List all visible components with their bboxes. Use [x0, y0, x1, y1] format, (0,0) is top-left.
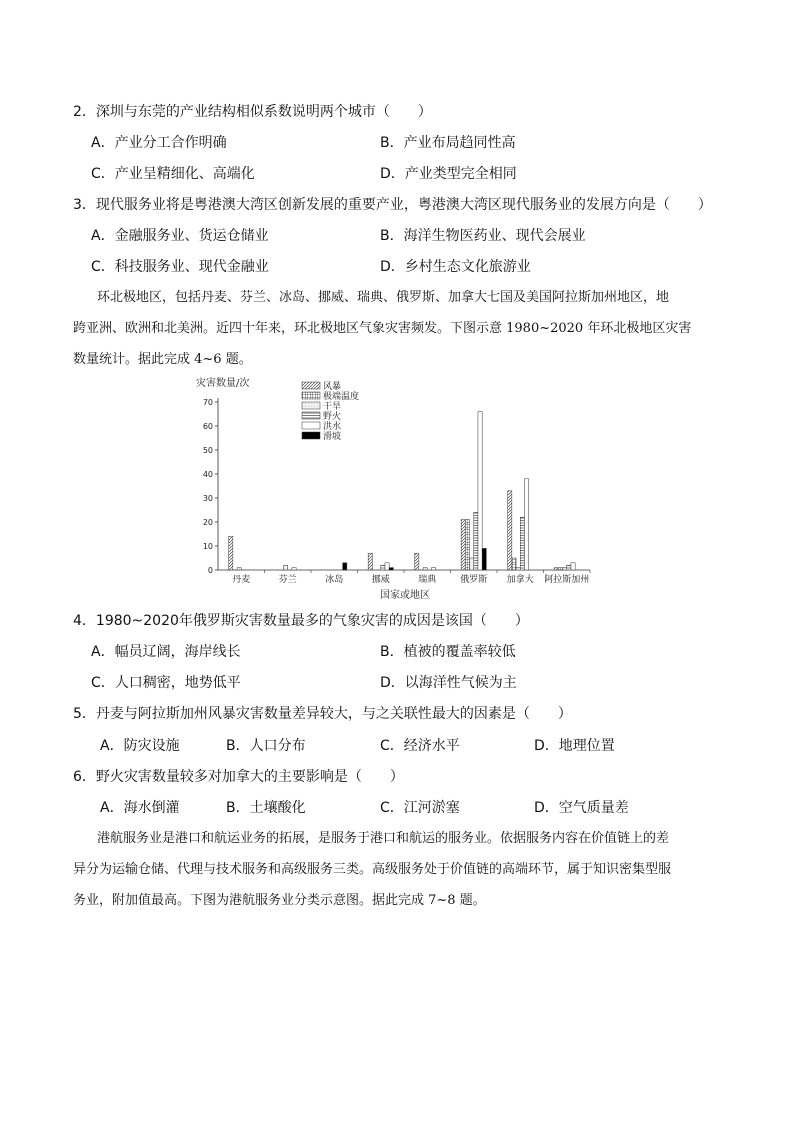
passage-line: 异分为运输仓储、代理与技术服务和高级服务三类。高级服务处于价值链的高端环节，属于知识密集型服 [73, 862, 672, 877]
chart-x-axis-label: 国家或地区 [380, 590, 430, 601]
x-tick-label: 阿拉斯加州 [544, 575, 590, 585]
bar-洪水-阿拉斯加州 [571, 563, 575, 570]
q6-option-a[interactable]: A．海水倒灌 [100, 800, 180, 816]
bar-干旱-芬兰 [284, 565, 288, 570]
bar-风暴-挪威 [368, 553, 372, 570]
legend-label: 风暴 [323, 382, 342, 392]
q5-option-b[interactable]: B．人口分布 [226, 738, 306, 754]
bar-极端温度-加拿大 [512, 558, 516, 570]
q5-option-a[interactable]: A．防灾设施 [100, 738, 180, 754]
bar-风暴-加拿大 [508, 491, 512, 570]
q3-option-c[interactable]: C．科技服务业、现代金融业 [91, 259, 269, 275]
q5-option-c[interactable]: C．经济水平 [380, 738, 460, 754]
disaster-count-bar-chart [190, 372, 610, 604]
q6-option-c[interactable]: C．江河淤塞 [380, 800, 460, 816]
question-4-stem: 4．1980~2020年俄罗斯灾害数量最多的气象灾害的成因是该国（ ） [73, 613, 529, 629]
legend-label: 干旱 [323, 402, 342, 412]
legend-label: 洪水 [323, 422, 342, 432]
bar-洪水-挪威 [385, 563, 389, 570]
passage-line: 环北极地区，包括丹麦、芬兰、冰岛、挪威、瑞典、俄罗斯、加拿大七国及美国阿拉斯加州地区，地 [97, 290, 670, 305]
legend-label: 滑坡 [323, 432, 342, 442]
question-2-stem: 2．深圳与东莞的产业结构相似系数说明两个城市（ ） [73, 104, 432, 120]
x-tick-label: 瑞典 [418, 575, 437, 585]
passage-arctic-disasters [73, 282, 723, 375]
bar-干旱-阿拉斯加州 [563, 568, 567, 570]
q3-option-a[interactable]: A．金融服务业、货运仓储业 [91, 228, 269, 244]
legend-swatch [302, 382, 320, 389]
y-tick-label: 50 [202, 446, 213, 455]
x-tick-label: 丹麦 [232, 575, 251, 585]
y-tick-label: 70 [202, 398, 213, 407]
legend-label: 野火 [323, 412, 342, 422]
bar-洪水-芬兰 [292, 568, 296, 570]
bar-野火-加拿大 [520, 517, 524, 570]
legend-swatch [302, 402, 320, 409]
q4-option-c[interactable]: C．人口稠密，地势低平 [91, 675, 241, 691]
q4-option-d[interactable]: D．以海洋性气候为主 [380, 675, 517, 691]
chart-y-axis-label: 灾害数量/次 [196, 378, 250, 389]
x-tick-label: 芬兰 [278, 575, 297, 585]
legend-swatch [302, 412, 320, 419]
bar-野火-挪威 [381, 565, 385, 570]
question-3-stem: 3．现代服务业将是粤港澳大湾区创新发展的重要产业，粤港澳大湾区现代服务业的发展方向是（ ） [73, 197, 712, 213]
bar-极端温度-阿拉斯加州 [558, 568, 562, 570]
legend-swatch [302, 422, 320, 429]
q3-option-b[interactable]: B．海洋生物医药业、现代会展业 [380, 228, 586, 244]
q5-option-d[interactable]: D．地理位置 [534, 738, 615, 754]
passage-line: 跨亚洲、欧洲和北美洲。近四十年来，环北极地区气象灾害频发。下图示意 1980~2020 年环北极地区灾害 [73, 321, 692, 336]
bar-洪水-加拿大 [524, 479, 528, 570]
legend-label: 极端温度 [323, 392, 360, 402]
q6-option-b[interactable]: B．土壤酸化 [226, 800, 306, 816]
q4-option-a[interactable]: A．幅员辽阔，海岸线长 [91, 644, 241, 660]
x-tick-label: 挪威 [371, 575, 390, 585]
bar-风暴-俄罗斯 [461, 520, 465, 570]
passage-line: 务业，附加值最高。下图为港航服务业分类示意图。据此完成 7~8 题。 [73, 893, 486, 908]
bar-干旱-加拿大 [516, 568, 520, 570]
bar-野火-阿拉斯加州 [567, 565, 571, 570]
bar-洪水-俄罗斯 [478, 412, 482, 570]
x-tick-label: 加拿大 [506, 575, 534, 585]
y-tick-label: 10 [202, 542, 213, 551]
chart-bars [229, 412, 576, 570]
y-tick-label: 30 [202, 494, 213, 503]
y-tick-label: 0 [207, 566, 213, 575]
q2-option-c[interactable]: C．产业呈精细化、高端化 [91, 166, 255, 182]
y-tick-label: 20 [202, 518, 213, 527]
chart-legend [302, 381, 359, 442]
q3-option-d[interactable]: D．乡村生态文化旅游业 [380, 259, 531, 275]
y-tick-label: 40 [202, 470, 213, 479]
bar-风暴-阿拉斯加州 [554, 568, 558, 570]
question-6-stem: 6．野火灾害数量较多对加拿大的主要影响是（ ） [73, 769, 404, 785]
legend-swatch [302, 392, 320, 399]
bar-干旱-俄罗斯 [470, 558, 474, 570]
q2-option-a[interactable]: A．产业分工合作明确 [91, 135, 227, 151]
y-tick-label: 60 [202, 422, 213, 431]
q4-option-b[interactable]: B．植被的覆盖率较低 [380, 644, 516, 660]
bar-干旱-丹麦 [237, 568, 241, 570]
bar-风暴-瑞典 [415, 553, 419, 570]
chart-axes [203, 398, 590, 585]
question-5-stem: 5．丹麦与阿拉斯加州风暴灾害数量差异较大，与之关联性最大的因素是（ ） [73, 706, 572, 722]
bar-野火-俄罗斯 [474, 512, 478, 570]
bar-干旱-瑞典 [423, 568, 427, 570]
passage-line: 数量统计。据此完成 4~6 题。 [73, 352, 252, 367]
legend-swatch [302, 432, 320, 439]
bar-极端温度-俄罗斯 [465, 520, 469, 570]
q2-option-b[interactable]: B．产业布局趋同性高 [380, 135, 516, 151]
passage-port-services [73, 823, 723, 916]
bar-洪水-瑞典 [431, 568, 435, 570]
bar-滑坡-冰岛 [343, 563, 347, 570]
bar-滑坡-俄罗斯 [482, 548, 486, 570]
x-tick-label: 冰岛 [325, 575, 344, 585]
passage-line: 港航服务业是港口和航运业务的拓展，是服务于港口和航运的服务业。依据服务内容在价值链上的差 [97, 831, 670, 846]
q6-option-d[interactable]: D．空气质量差 [534, 800, 629, 816]
x-tick-label: 俄罗斯 [460, 575, 488, 585]
bar-风暴-丹麦 [229, 536, 233, 570]
q2-option-d[interactable]: D．产业类型完全相同 [380, 166, 517, 182]
bar-滑坡-挪威 [389, 568, 393, 570]
